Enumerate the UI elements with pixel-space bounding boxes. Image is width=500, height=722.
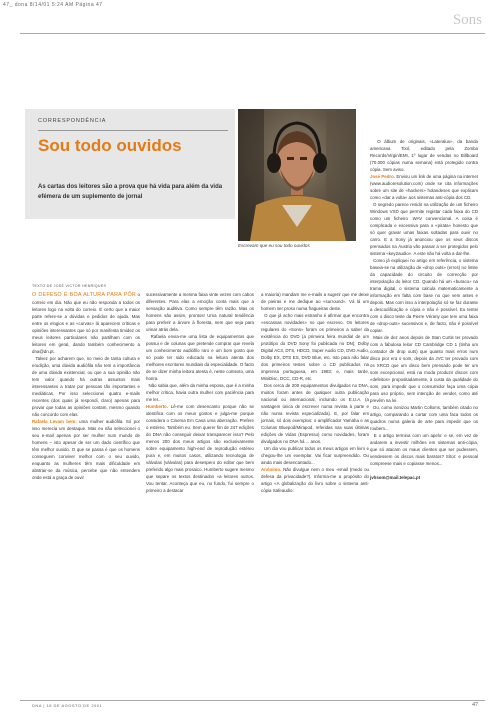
paragraph bbox=[370, 257, 478, 334]
reader-name: Anónimo. bbox=[261, 467, 282, 472]
headline-box bbox=[25, 109, 235, 219]
paragraph bbox=[146, 382, 254, 403]
author-email[interactable]: jvhsom@mail.telepac.pt bbox=[370, 475, 421, 480]
article-headline: Sou todo ouvidos bbox=[38, 136, 182, 155]
paragraph bbox=[261, 291, 369, 312]
paragraph-text: Não divulgue nem o meu -email (medo ou defesa da privacidade?). Informa-me a propósito do artigo «A globalização do livro sobre o sistema anti-cópia Safeaudio: bbox=[261, 467, 369, 493]
paragraph bbox=[261, 382, 369, 445]
photo-caption: Escrevam que eu sou todo ouvidos bbox=[238, 243, 310, 248]
reader-name: Humberto. bbox=[146, 404, 168, 409]
paragraph-text: sucessivamente a mesma faixa vinte vezes com cabos diferentes. Para elas a emoção conta mais que a sensação auditiva. Como sempre têm razão. Mas os homens são assim, prontos! Uma natural tendência para preferir a árvore à floresta, nem que seja para urinar atrás dela. bbox=[146, 292, 254, 332]
paragraph bbox=[146, 333, 254, 382]
paragraph bbox=[370, 334, 478, 404]
paragraph-text: Talvez por acharem que, no meio de tanta cultura e erudição, uma dúvida audiófila não tem a importância de uma dúvida existencial, ou que a sua opinião não tem valor quando há outras assuntos mais interessantes a tratar por pessoas tão importantes e mediáticas. Por isso seleccionei quatro e-mails recentes (dos quais já respondi, claro) apenas para provar que todas as opiniões contam, mesmo quando não concordo com elas. bbox=[32, 356, 140, 417]
article-column-1 bbox=[32, 291, 140, 481]
reader-name: José Pedro. bbox=[370, 174, 396, 179]
article-dek: As cartas dos leitores são a prova que há vida para além da vida efémera de um suplemento de jornal bbox=[38, 184, 223, 200]
print-slug: 47_ dona 8/14/01 5:24 AM Página 47 bbox=[3, 2, 103, 8]
author-photo-illustration bbox=[238, 109, 356, 241]
paragraph-text: Dos cerca de 200 equipamentos divulgados no DNA, muitos foram antes de qualquer outra publicação nacional ou internacional, incluindo os E.U.A. (a vantagem única de escrever numa revista à parte e não numa revista especializada). E, por falar em jornais, só dois exemplos: o amplificador Yamaha e as Colunas Bluepod/Mirapod, referidas nas suas últimas edições de Vidas (Espresso) como novidades, foram divulgados no DNA há ... anos. bbox=[261, 383, 369, 444]
paragraph-text: a maioria) mandam me e-mails a sugerir que me deixe de pieiras e me dedique ao «surround». Vá lá um homem ser proso numa fragueiras deste. bbox=[261, 292, 369, 311]
paragraph-text: E o artigo termina com um apelo: e se, em vez de andarem a investir milhões em sistemas anti-cópia, que só atacam os maus clientes que ser pudessem, vendessem os discos mais baratos? Sítor: e pessoal compreese mais e copiasse menos... bbox=[370, 433, 478, 466]
paragraph-text: Como já expliquei no artigo em referência, o sistema baseia-se na utilização de «drop outs» (erros) no limite da capacidade do circuito de correcção por interpolação do leitor CD. Quando há um «buraco» na trama digital, o sistema calcula matematicamente a informação em falta com base no que vem antes e depois. Mas com isso a interpolação só se faz durante a descodificação e cópia e não é possível. Eu tentei com o disco teste da Pierre Vérany que tem uma faixa de «drop-outs» sucessivos e, de facto, não é possível copiar. bbox=[370, 258, 478, 333]
paragraph bbox=[261, 445, 369, 466]
article-column-2 bbox=[146, 291, 254, 494]
paragraph-text: Rafaela envia-me uma lista de equipamentos que possui e de colunas que pretende comprar que revela um conhecimento audiófilo raro e um bom gosto que só pode ter sido educado na leitura atenta dos melhores escritores mundiais da especialidade. O facto de se dizer minha leitora atenta é, neste contexto, uma honra. bbox=[146, 334, 254, 381]
paragraph bbox=[32, 355, 140, 418]
drop-lead: O DEFESO É BOA ALTURA PARA PÔR bbox=[32, 292, 136, 298]
paragraph-text: Ou, como ironizou Martin Colloms, também citado no artigo, comparando a cortar com uma faca todos os quadros numa galeria de arte para impedir que os roubem... bbox=[370, 405, 478, 431]
article-column-3 bbox=[261, 291, 369, 494]
paragraph-text: o correio em dia. Não que eu não responda a todos os leitores logo na volta do correio. É certo que a maior parte refere-se a dúvidas e pedidos de ajuda. Mas entre os elogios e as «curvas» lá aparecem críticas e opiniões interessantes que só por manifesta timidez os meus leitores particulares não partilham com os leitores em geral, dando também conhecimento a dna@dn.pt. bbox=[32, 292, 140, 354]
article-column-4 bbox=[370, 138, 478, 481]
paragraph-text: Enviou um link de uma página na internet (www.audioresolution.com) onde se cita informações sobre um site de «hackers» holandeses que explicam como «dar a volta» aos sistemas anti-cópia dos CD. bbox=[370, 174, 478, 200]
reader-name: Rafaela Levam bem: bbox=[32, 419, 77, 424]
paragraph-text: O álbum de originais, «Lateralus», da banda americana Tool, editado pela Zomba Records/Virgin/EMI, 1º lugar de vendas no Billboard (70.000 cópias numa semana) está protegido contra cópia. Sem aviso. bbox=[370, 139, 478, 172]
section-title: Sons bbox=[452, 12, 482, 28]
paragraph bbox=[32, 291, 140, 355]
paragraph bbox=[370, 138, 478, 173]
paragraph bbox=[370, 173, 478, 201]
paragraph-text: Não sabia que, além da minha esposa, que é a minha melhor crítica, havia outra mulher com paciência para me ler... bbox=[146, 383, 254, 402]
top-divider bbox=[20, 33, 485, 34]
paragraph bbox=[261, 466, 369, 494]
paragraph bbox=[370, 432, 478, 467]
page-number: 47 bbox=[472, 702, 478, 708]
paragraph-text: Lê-me com desencanto porque não se identifica com os meus gostos e julga-me porque considera o Cinema Em Casa uma aberração. Prefere o estéreo. Também eu. Sem querer fim de 247 edições do DNA não conseguir deixar transparecer isso? Pelo menos 200 dos meus artigos são exclusivamente sobre equipamento high-end de reprodução estéreo pura e, em muitos casos, utilizando tecnologia de válvulas (válvulas) para desespero do editor que bem preferido algo mais prosaico. Humberto sugere mesmo que separe os textos destinados «a leitores outros. Vou tentar. Aconteça que eu, no fundo, fui sempre o primeiro a destacar bbox=[146, 404, 254, 493]
footer-issue-date: DNA | 18 DE AGOSTO DE 2001 bbox=[32, 703, 103, 708]
author-photo bbox=[238, 109, 356, 241]
footer-divider bbox=[20, 700, 485, 701]
paragraph bbox=[32, 418, 140, 481]
paragraph bbox=[146, 403, 254, 494]
paragraph-text: uma mulher audiófila. Só por isso merecia um destaque. Mas eu não seleccionei o seu e-mail apenas por ser mulher num mundo de homens – isto apesar de ser um dado científico que têm melhor ouvido. O que se passa é que os homens conseguem conviver melhor com o seu ouvido, enquanto as mulheres têm mais dificuldade em abstrair-se da música, percebe que não entendem onde está a graça de ouvir bbox=[32, 419, 140, 480]
paragraph-text: O que já acho mais estranho é afirmar que encontra «escassas novidades» no que escrevo. Os leitores regulares do «Sons» foram os primeiros a saber da existência do DVD (a primeira feira mundial de um protótipo do DVD Sony foi publicada no DN), Dolby Digital AC3, DTS, HDCD, Super Audio CD, DVD Audio, Dolby EX, DTS ES, DVD Blue, etc. Isto para não falar dos primeiros testes sobre o CD publicados na imprensa portuguesa, em 1983; e, mais tarde, MiniDisc, DCC, CD-R, etc. bbox=[261, 313, 369, 381]
paragraph bbox=[370, 201, 478, 257]
paragraph-text: Um dia vou publicar todos os meus artigos em livro e chegou-lhe um exemplar. Vai ficar surpreendido. Ou ainda mais desencantado... bbox=[261, 446, 369, 465]
paragraph bbox=[261, 312, 369, 382]
paragraph bbox=[146, 291, 254, 333]
paragraph-text: Mais de dez anos depois de Stan Curtis ter provado com a fabulosa leitor CD Cambridge CD 1 (tinha um contador de drop outs) que quanto mais erros num disco pior era o som, depois da JVC ter provado com os XRCD que um disco bem prensado pode ter um som excepcional, está na moda produzir discos com «defeitos» propositadamente, à custa da qualidade do som, para impedir que o consumidor faça uma cópia para uso próprio, sem intenção de vender, como até prevêm na lei. bbox=[370, 335, 478, 403]
kicker-divider bbox=[38, 130, 228, 131]
paragraph-text: O segredo parece residir na utilização de um ficheiro Windows VXD que permite registar cada faixa do CD como um ficheiro .WAV convencional. A coisa é complicada e excessiva para o «pirata» honesto que só quer gravar umas faixas soltadas para ouvir no carro. E a Sony já anunciou que os seus discos prensados na Áustria vão passar a ser protegidos pelo sistema «key2audio». A este não há volta a dar-lhe. bbox=[370, 202, 478, 256]
paragraph bbox=[370, 404, 478, 432]
byline: TEXTO DE JOSÉ VICTOR HENRIQUES bbox=[32, 284, 107, 288]
kicker: CORRESPONDÊNCIA bbox=[38, 118, 107, 124]
